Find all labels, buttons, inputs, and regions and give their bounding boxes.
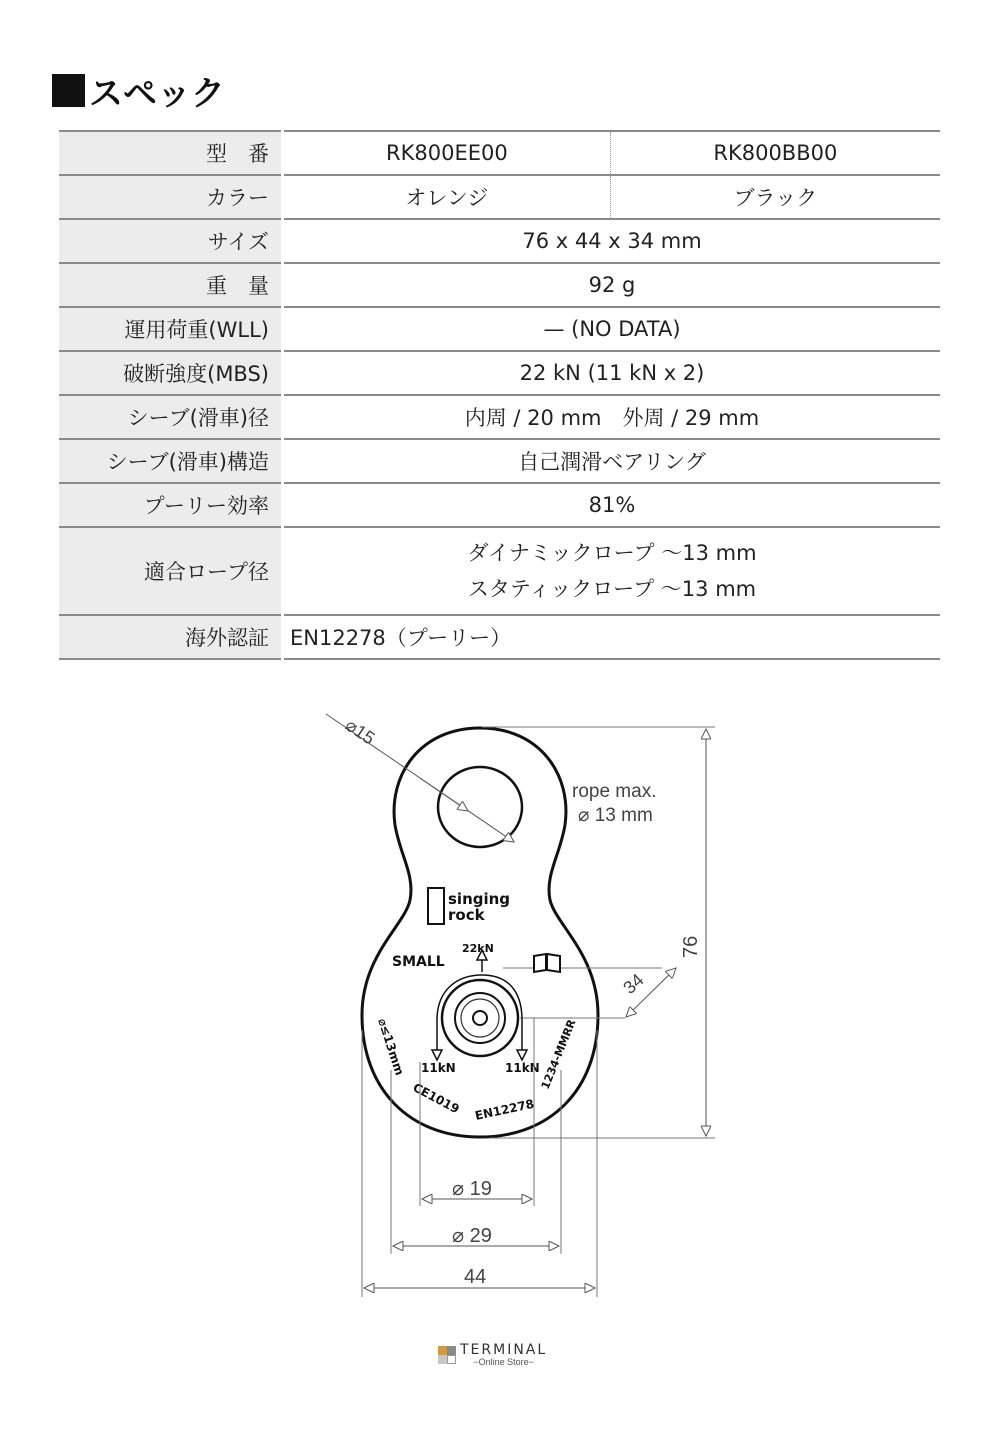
outer-dimension-label: ⌀ 29	[452, 1225, 492, 1247]
mbs-value: 22 kN (11 kN x 2)	[283, 351, 941, 395]
brand-engraving-line1: singing	[448, 890, 511, 908]
weight-value: 92 g	[283, 263, 941, 307]
sheave-diameter-value: 内周 / 20 mm 外周 / 29 mm	[283, 395, 941, 439]
row-label-sheave-structure: シーブ(滑車)構造	[59, 439, 283, 483]
rope-static: スタティックロープ 〜13 mm	[467, 577, 757, 601]
rope-diameter-engraving: ⌀≤13mm	[375, 1016, 407, 1078]
store-name: TERMINAL	[460, 1342, 548, 1358]
rope-max-value: ⌀ 13 mm	[578, 805, 653, 826]
depth-dimension-label: 34	[619, 969, 648, 998]
strength-engraving: 22kN	[462, 942, 494, 955]
norm-engraving: EN12278	[473, 1096, 536, 1123]
wll-value: — (NO DATA)	[283, 307, 941, 351]
row-label-size: サイズ	[59, 219, 283, 263]
rope-max-label: rope max.	[572, 781, 657, 802]
model-engraving: SMALL	[392, 954, 445, 970]
left-load-engraving: 11kN	[421, 1061, 456, 1075]
row-label-mbs: 破断強度(MBS)	[59, 351, 283, 395]
batch-engraving: 1234-MMRR	[538, 1017, 579, 1092]
manual-book-icon	[534, 954, 560, 972]
row-label-weight: 重 量	[59, 263, 283, 307]
efficiency-value: 81%	[283, 483, 941, 527]
model-value-orange: RK800EE00	[283, 131, 611, 175]
rope-dynamic: ダイナミックロープ 〜13 mm	[467, 541, 757, 565]
row-label-rope: 適合ロープ径	[59, 527, 283, 615]
color-value-black: ブラック	[610, 175, 940, 219]
width-dimension-label: 44	[464, 1266, 487, 1288]
brand-logo-mark	[428, 888, 444, 924]
hole-dimension-label: ⌀15	[341, 714, 379, 749]
attachment-hole	[438, 767, 522, 847]
axle	[473, 1011, 487, 1025]
right-load-engraving: 11kN	[505, 1061, 540, 1075]
height-dimension-label: 76	[680, 935, 702, 958]
row-label-sheave-diameter: シーブ(滑車)径	[59, 395, 283, 439]
row-label-wll: 運用荷重(WLL)	[59, 307, 283, 351]
heading-text: スペック	[89, 74, 225, 114]
model-value-black: RK800BB00	[610, 131, 940, 175]
store-logo-icon	[438, 1346, 456, 1364]
store-subtitle: −Online Store−	[473, 1357, 534, 1367]
sheave-structure-value: 自己潤滑ベアリング	[283, 439, 941, 483]
row-label-model: 型 番	[59, 131, 283, 175]
color-value-orange: オレンジ	[283, 175, 611, 219]
row-label-color: カラー	[59, 175, 283, 219]
size-value: 76 x 44 x 34 mm	[283, 219, 941, 263]
inner-dimension-label: ⌀ 19	[452, 1178, 492, 1200]
ce-engraving: CE1019	[410, 1080, 462, 1117]
brand-engraving-line2: rock	[448, 906, 485, 924]
certification-value: EN12278（プーリー）	[283, 615, 941, 659]
store-logo	[438, 1343, 547, 1367]
row-label-certification: 海外認証	[59, 615, 283, 659]
row-label-efficiency: プーリー効率	[59, 483, 283, 527]
